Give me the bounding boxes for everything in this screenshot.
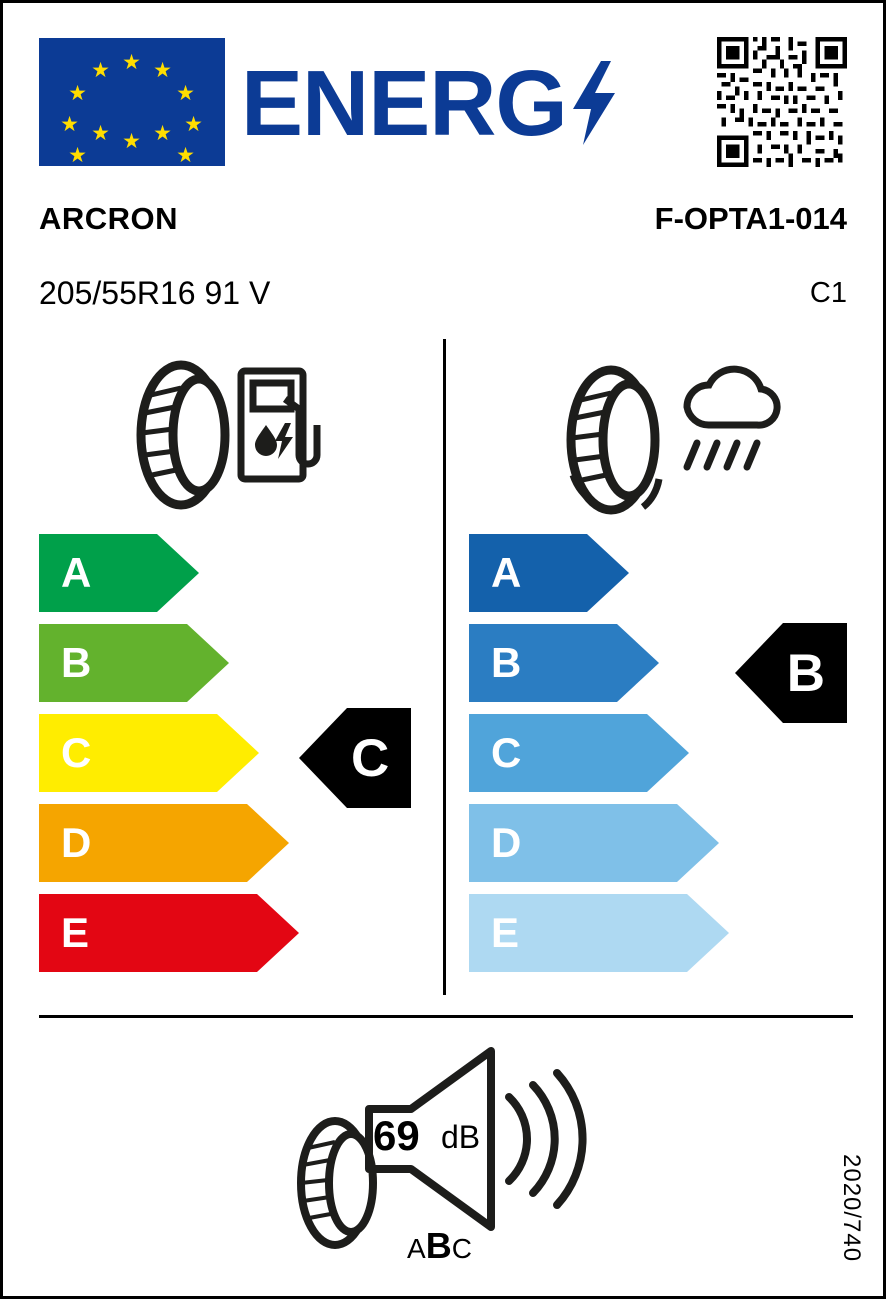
grade-bar-a <box>39 534 299 612</box>
grade-row <box>39 714 299 792</box>
grade-bar-c <box>469 714 729 792</box>
flag-star: ★ <box>91 59 110 82</box>
grade-bar-c <box>39 714 299 792</box>
fuel-class-value: C <box>351 728 390 788</box>
grade-bar-b <box>469 624 729 702</box>
noise-class-scale <box>407 1225 472 1266</box>
grade-letter: E <box>61 909 90 956</box>
flag-star: ★ <box>122 130 141 153</box>
grade-bar-a <box>469 534 729 612</box>
flag-star: ★ <box>60 113 79 136</box>
tyre-class: C1 <box>809 277 847 309</box>
flag-star: ★ <box>176 82 195 105</box>
qr-code-icon <box>717 37 847 167</box>
horizontal-divider <box>39 1015 853 1018</box>
fuel-efficiency-pictogram <box>129 355 329 515</box>
flag-star: ★ <box>153 122 172 145</box>
grade-letter: E <box>491 909 520 956</box>
noise-value: 69 <box>373 1112 420 1159</box>
grade-letter: B <box>61 639 92 686</box>
grade-letter: D <box>491 819 522 866</box>
flag-star: ★ <box>122 51 141 74</box>
flag-star: ★ <box>68 144 87 167</box>
vertical-divider <box>443 339 446 995</box>
wet-grip-class-marker <box>735 623 847 723</box>
regulation-number: 2020/740 <box>838 1153 865 1262</box>
noise-unit: dB <box>441 1119 481 1155</box>
fuel-pump-icon <box>241 371 317 479</box>
grade-row <box>39 534 299 612</box>
grade-letter: A <box>61 549 92 596</box>
eu-flag-icon <box>39 38 225 166</box>
wet-grip-grade-scale <box>469 534 729 984</box>
grade-letter: C <box>61 729 92 776</box>
flag-star: ★ <box>153 59 172 82</box>
model-code: F-OPTA1-014 <box>654 201 847 236</box>
lightning-bolt-icon <box>571 61 617 145</box>
grade-row <box>469 894 729 972</box>
fuel-class-marker <box>299 708 411 808</box>
flag-star: ★ <box>68 82 87 105</box>
tyre-icon <box>141 365 225 505</box>
grade-letter: A <box>491 549 522 596</box>
flag-star: ★ <box>91 122 110 145</box>
grade-row <box>39 804 299 882</box>
tyre-size: 205/55R16 91 V <box>39 275 271 311</box>
grade-row <box>39 894 299 972</box>
grade-letter: D <box>61 819 92 866</box>
rain-cloud-icon <box>687 369 777 467</box>
grade-bar-e <box>39 894 299 972</box>
grade-row <box>469 624 729 702</box>
tyre-icon <box>301 1121 373 1245</box>
grade-row <box>469 714 729 792</box>
noise-class-c: C <box>451 1233 472 1264</box>
energy-title-text: ENERG <box>241 50 567 155</box>
grade-row <box>469 804 729 882</box>
noise-section <box>283 1043 613 1273</box>
grade-row <box>469 534 729 612</box>
wet-grip-pictogram <box>539 355 789 525</box>
grade-letter: C <box>491 729 522 776</box>
flag-star: ★ <box>176 144 195 167</box>
grade-bar-b <box>39 624 299 702</box>
noise-class-b: B <box>425 1225 452 1266</box>
energy-title <box>241 47 617 159</box>
grade-letter: B <box>491 639 522 686</box>
grade-bar-e <box>469 894 729 972</box>
brand-name: ARCRON <box>39 201 179 236</box>
flag-star: ★ <box>184 113 203 136</box>
grade-row <box>39 624 299 702</box>
fuel-grade-scale <box>39 534 299 984</box>
grade-bar-d <box>469 804 729 882</box>
wet-grip-class-value: B <box>786 643 825 703</box>
noise-class-a: A <box>407 1233 426 1264</box>
grade-bar-d <box>39 804 299 882</box>
